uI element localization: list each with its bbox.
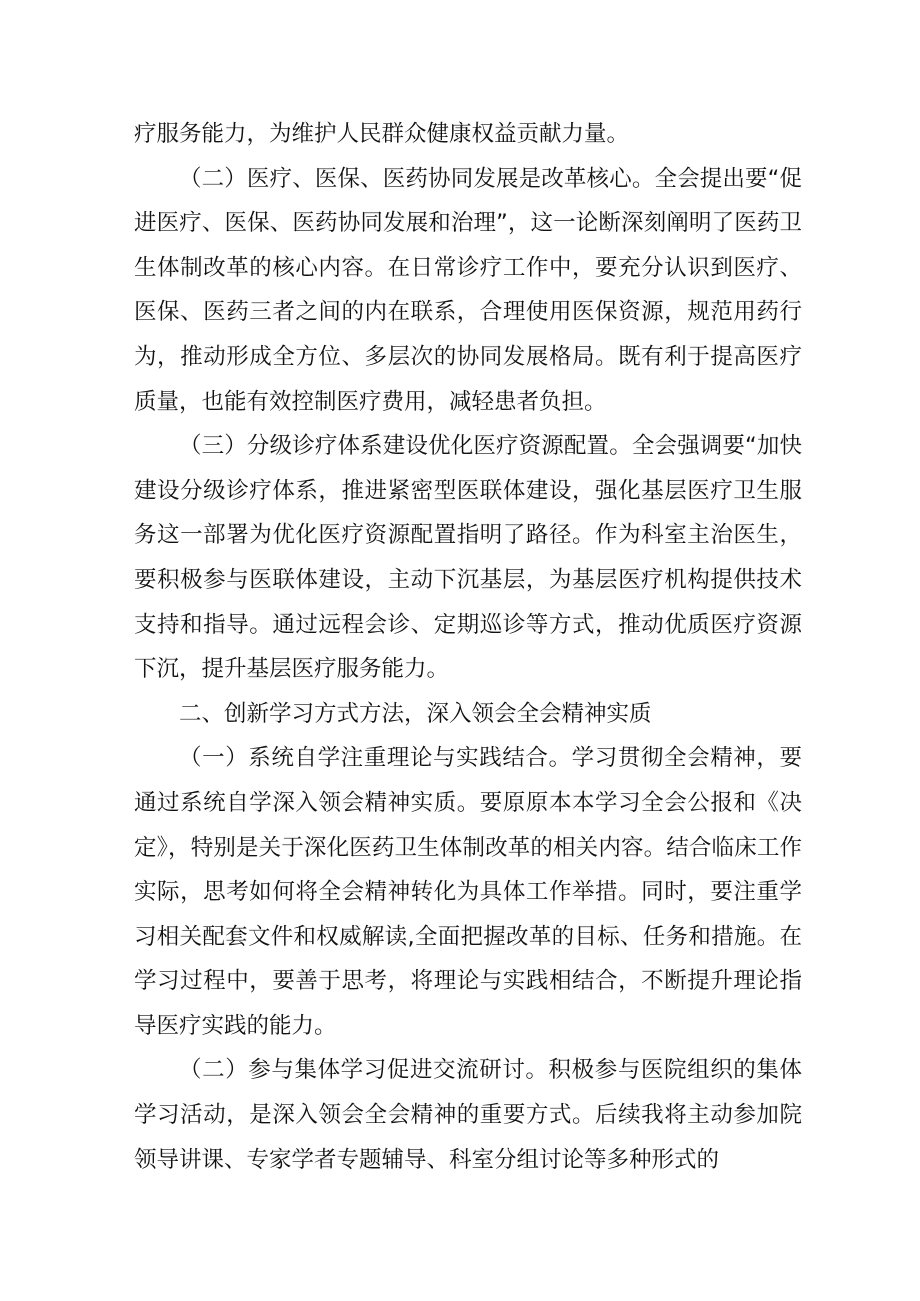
paragraph-section-2-1: （一）系统自学注重理论与实践结合。学习贯彻全会精神，要通过系统自学深入领会精神实质。要原原本本学习全会公报和《决定》，特别是关于深化医药卫生体制改革的相关内容。结合临床工作实际，思考如何将全会精神转化为具体工作举措。同时，要注重学习相关配套文件和权威解读,全面把握改革的目标、任务和措施。在学习过程中，要善于思考，将理论与实践相结合，不断提升理论指导医疗实践的能力。	[134, 745, 802, 1039]
paragraph-section-1-2: （二）医疗、医保、医药协同发展是改革核心。全会提出要“促进医疗、医保、医药协同发展和治理”，这一论断深刻阐明了医药卫生体制改革的核心内容。在日常诊疗工作中，要充分认识到医疗、医保、医药三者之间的内在联系，合理使用医保资源，规范用药行为，推动形成全方位、多层次的协同发展格局。既有利于提高医疗质量，也能有效控制医疗费用，减轻患者负担。	[134, 165, 802, 415]
paragraph-section-1-3: （三）分级诊疗体系建设优化医疗资源配置。全会强调要“加快建设分级诊疗体系，推进紧密型医联体建设，强化基层医疗卫生服务这一部署为优化医疗资源配置指明了路径。作为科室主治医生，要积极参与医联体建设，主动下沉基层，为基层医疗机构提供技术支持和指导。通过远程会诊、定期巡诊等方式，推动优质医疗资源下沉，提升基层医疗服务能力。	[134, 433, 802, 683]
paragraph-continuation: 疗服务能力，为维护人民群众健康权益贡献力量。	[134, 121, 630, 147]
section-heading-2: 二、创新学习方式方法，深入领会全会精神实质	[179, 700, 652, 727]
document-body	[134, 112, 802, 1182]
paragraph-section-2-2: （二）参与集体学习促进交流研讨。积极参与医院组织的集体学习活动，是深入领会全会精神的重要方式。后续我将主动参加院领导讲课、专家学者专题辅导、科室分组讨论等多种形式的	[134, 1057, 802, 1173]
